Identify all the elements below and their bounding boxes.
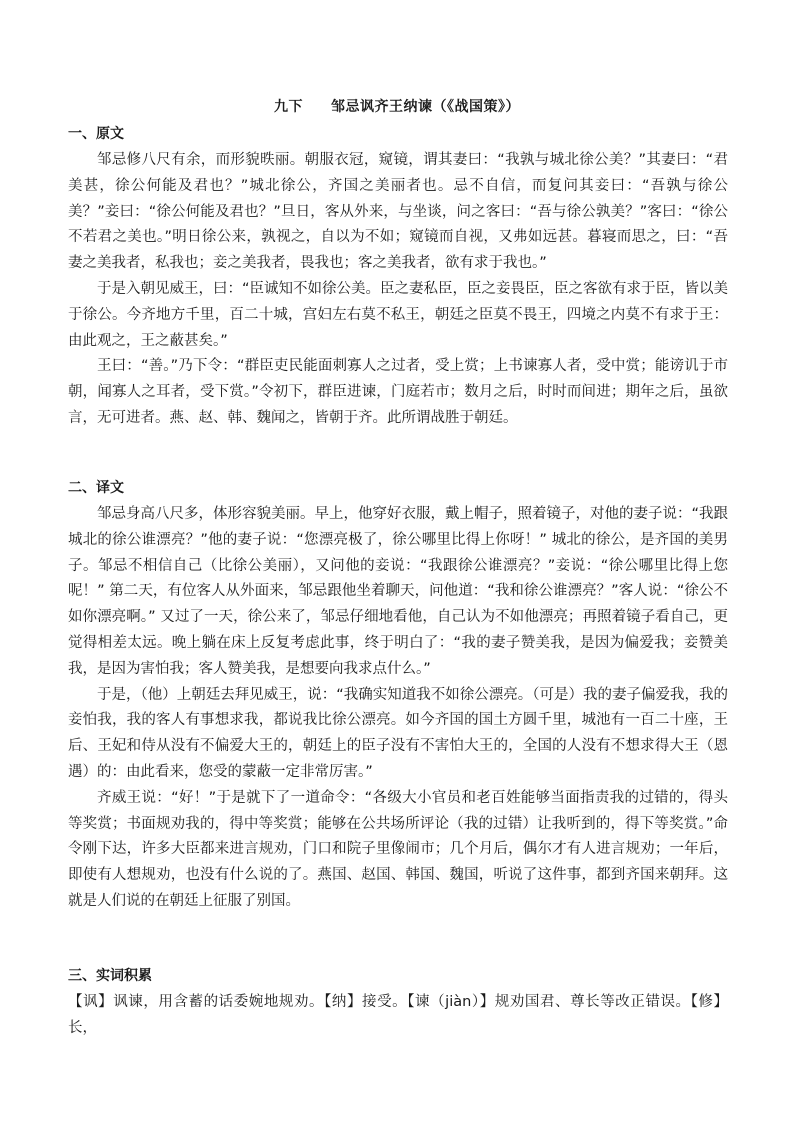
original-paragraph-3: 王曰：“善。”乃下令：“群臣吏民能面刺寡人之过者，受上赏；上书谏寡人者，受中赏；能谤讥于市朝，闻寡人之耳者，受下赏。”令初下，群臣进谏，门庭若市；数月之后，时时而间进；期年之后，虽欲言，无可进者。燕、赵、韩、魏闻之，皆朝于齐。此所谓战胜于朝廷。 [68, 358, 728, 426]
grade-label: 九下 [274, 99, 303, 115]
translation-paragraph-3: 齐威王说：“好！”于是就下了一道命令：“各级大小官员和老百姓能够当面指责我的过错的，得头等奖赏；书面规劝我的，得中等奖赏；能够在公共场所评论（我的过错）让我听到的，得下等奖赏。”命令刚下达，许多大臣都来进言规劝，门口和院子里像闹市；几个月后，偶尔才有人进言规劝；一年后，即使有人想规劝，也没有什么说的了。燕国、赵国、韩国、魏国，听说了这件事，都到齐国来朝拜。这就是人们说的在朝廷上征服了别国。 [68, 789, 728, 909]
section-heading-original: 一、原文 [68, 126, 124, 142]
original-paragraph-2: 于是入朝见威王，曰：“臣诚知不如徐公美。臣之妻私臣，臣之妾畏臣，臣之客欲有求于臣，皆以美于徐公。今齐地方千里，百二十城，宫妇左右莫不私王，朝廷之臣莫不畏王，四境之内莫不有求于王：由此观之，王之蔽甚矣。” [68, 280, 729, 349]
section-heading-translation: 二、译文 [68, 480, 124, 496]
original-paragraph-1: 邹忌修八尺有余，而形貌昳丽。朝服衣冠，窥镜，谓其妻曰：“我孰与城北徐公美？”其妻曰：“君美甚，徐公何能及君也？”城北徐公，齐国之美丽者也。忌不自信，而复问其妾曰：“吾孰与徐公美？”妾曰：“徐公何能及君也？”旦日，客从外来，与坐谈，问之客曰：“吾与徐公孰美？”客曰：“徐公不若君之美也。”明日徐公来，孰视之，自以为不如；窥镜而自视，又弗如远甚。暮寝而思之，曰：“吾妻之美我者，私我也；妾之美我者，畏我也；客之美我者，欲有求于我也。” [68, 152, 728, 272]
translation-paragraph-1: 邹忌身高八尺多，体形容貌美丽。早上，他穿好衣服，戴上帽子，照着镜子，对他的妻子说：“我跟城北的徐公谁漂亮？”他的妻子说：“您漂亮极了，徐公哪里比得上你呀！” 城北的徐公，是齐国的美男子。邹忌不相信自己（比徐公美丽），又问他的妾说：“我跟徐公谁漂亮？”妾说：“徐公哪里比得上您呢！” 第二天，有位客人从外面来，邹忌跟他坐着聊天，问他道：“我和徐公谁漂亮？”客人说：“徐公不如你漂亮啊。” 又过了一天，徐公来了，邹忌仔细地看他，自己认为不如他漂亮；再照着镜子看自己，更觉得相差太远。晚上躺在床上反复考虑此事，终于明白了：“我的妻子赞美我，是因为偏爱我；妾赞美我，是因为害怕我；客人赞美我，是想要向我求点什么。” [68, 506, 729, 677]
section-heading-vocabulary: 三、实词积累 [68, 968, 152, 984]
section-original-text [68, 124, 728, 432]
section-translation [68, 478, 728, 915]
translation-paragraph-2: 于是，（他）上朝廷去拜见威王，说：“我确实知道我不如徐公漂亮。（可是）我的妻子偏爱我，我的妾怕我，我的客人有事想求我，都说我比徐公漂亮。如今齐国的国土方圆千里，城池有一百二十座，王后、王妃和侍从没有不偏爱大王的，朝廷上的臣子没有不害怕大王的，全国的人没有不想求得大王（恩遇）的：由此看来，您受的蒙蔽一定非常厉害。” [68, 686, 729, 780]
section-vocabulary [68, 966, 728, 1042]
vocabulary-line: 【讽】讽谏，用含蓄的话委婉地规劝。【纳】接受。【谏（jiàn）】规劝国君、尊长等改正错误。【修】长， [68, 994, 728, 1036]
document-title [0, 96, 794, 116]
lesson-title: 邹忌讽齐王纳谏（《战国策》） [331, 99, 520, 115]
